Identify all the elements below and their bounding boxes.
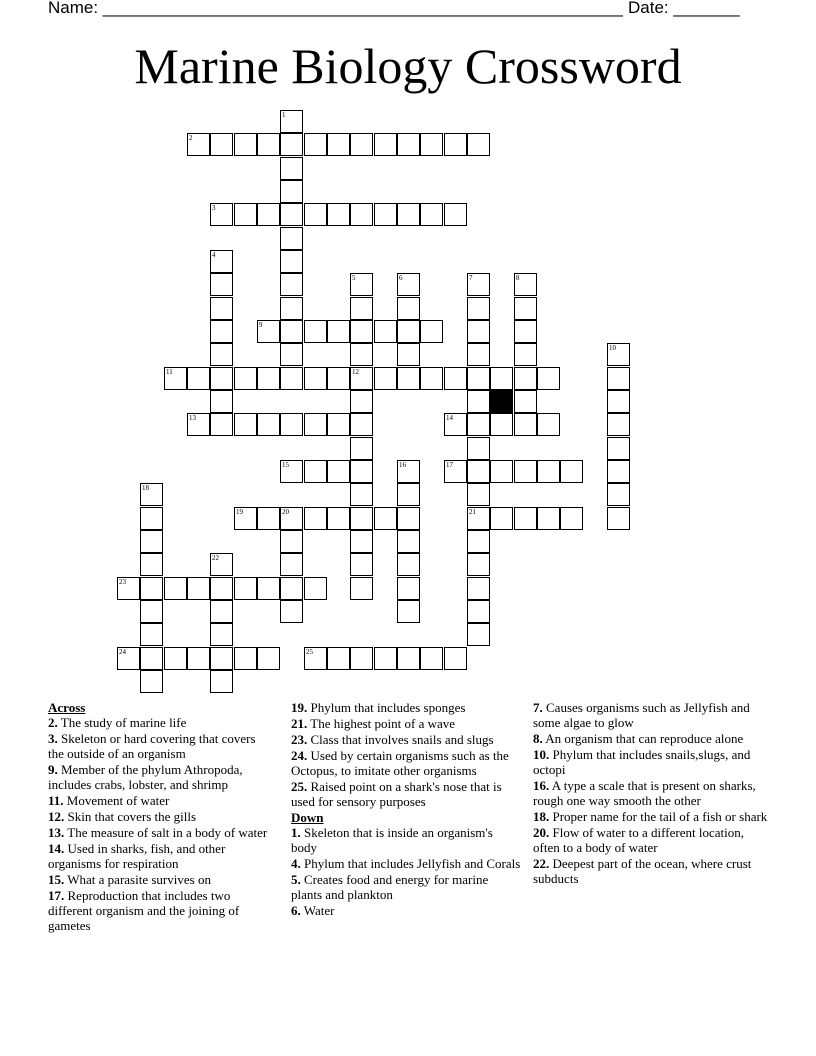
crossword-cell[interactable]: [280, 530, 303, 553]
crossword-cell[interactable]: [210, 623, 233, 646]
clue-item: [48, 841, 273, 871]
crossword-cell[interactable]: [444, 203, 467, 226]
crossword-cell[interactable]: [467, 390, 490, 413]
clue-item: [533, 825, 768, 855]
crossword-cell[interactable]: [210, 133, 233, 156]
crossword-cell[interactable]: [210, 390, 233, 413]
clue-item: [291, 716, 521, 731]
crossword-cell[interactable]: [257, 413, 280, 436]
crossword-cell[interactable]: [140, 507, 163, 530]
crossword-cell[interactable]: [374, 507, 397, 530]
crossword-cell[interactable]: [350, 507, 373, 530]
crossword-cell[interactable]: [210, 413, 233, 436]
crossword-cell[interactable]: [467, 413, 490, 436]
clue-number-label: 15.: [48, 872, 65, 887]
clue-number: 11: [166, 368, 173, 376]
clue-text: Skin that covers the gills: [64, 809, 197, 824]
crossword-cell[interactable]: [304, 413, 327, 436]
clue-text: Water: [300, 903, 335, 918]
crossword-cell[interactable]: [280, 227, 303, 250]
clue-text: What a parasite survives on: [64, 872, 211, 887]
clue-number: 20: [282, 508, 289, 516]
crossword-cell[interactable]: [467, 530, 490, 553]
crossword-cell[interactable]: [280, 507, 303, 530]
crossword-cell[interactable]: [537, 460, 560, 483]
crossword-cell[interactable]: [234, 133, 257, 156]
crossword-cell[interactable]: [210, 203, 233, 226]
clue-column-2: [291, 700, 521, 919]
crossword-cell[interactable]: [280, 297, 303, 320]
crossword-cell[interactable]: [280, 110, 303, 133]
crossword-cell[interactable]: [304, 460, 327, 483]
clue-column-3: [533, 700, 768, 887]
clue-number-label: 19.: [291, 700, 308, 715]
crossword-cell[interactable]: [560, 460, 583, 483]
crossword-cell[interactable]: [397, 507, 420, 530]
crossword-cell[interactable]: [467, 297, 490, 320]
crossword-cell[interactable]: [350, 273, 373, 296]
clue-number-label: 3.: [48, 731, 58, 746]
crossword-cell[interactable]: [467, 437, 490, 460]
clue-text: Skeleton that is inside an organism's body: [291, 825, 493, 855]
crossword-cell[interactable]: [210, 320, 233, 343]
clue-text: Used by certain organisms such as the Octopus, to imitate other organisms: [291, 748, 509, 778]
crossword-cell[interactable]: [210, 577, 233, 600]
crossword-cell[interactable]: [514, 390, 537, 413]
crossword-cell[interactable]: [280, 600, 303, 623]
crossword-cell[interactable]: [350, 367, 373, 390]
crossword-cell[interactable]: [210, 670, 233, 693]
crossword-cell[interactable]: [350, 647, 373, 670]
crossword-cell[interactable]: [327, 203, 350, 226]
crossword-cell[interactable]: [374, 203, 397, 226]
clue-number-label: 9.: [48, 762, 58, 777]
crossword-cell[interactable]: [164, 367, 187, 390]
crossword-cell[interactable]: [560, 507, 583, 530]
crossword-cell[interactable]: [514, 320, 537, 343]
crossword-cell[interactable]: [327, 460, 350, 483]
crossword-cell[interactable]: [117, 647, 140, 670]
crossword-cell[interactable]: [164, 647, 187, 670]
crossword-cell[interactable]: [397, 297, 420, 320]
crossword-cell[interactable]: [280, 250, 303, 273]
crossword-cell[interactable]: [444, 460, 467, 483]
crossword-cell[interactable]: [397, 553, 420, 576]
clue-number-label: 6.: [291, 903, 301, 918]
clue-number-label: 18.: [533, 809, 550, 824]
crossword-cell[interactable]: [607, 367, 630, 390]
clue-number-label: 4.: [291, 856, 301, 871]
clue-number: 14: [446, 414, 453, 422]
crossword-cell[interactable]: [444, 133, 467, 156]
crossword-cell[interactable]: [374, 367, 397, 390]
crossword-cell[interactable]: [397, 483, 420, 506]
crossword-cell[interactable]: [350, 577, 373, 600]
clue-number-label: 17.: [48, 888, 65, 903]
crossword-cell[interactable]: [210, 297, 233, 320]
clue-number-label: 2.: [48, 715, 58, 730]
crossword-cell[interactable]: [420, 647, 443, 670]
crossword-cell[interactable]: [234, 203, 257, 226]
clue-text: Causes organisms such as Jellyfish and some algae to glow: [533, 700, 750, 730]
clue-text: Member of the phylum Athropoda, includes crabs, lobster, and shrimp: [48, 762, 243, 792]
clue-number-label: 13.: [48, 825, 65, 840]
clue-number-label: 16.: [533, 778, 550, 793]
crossword-cell[interactable]: [304, 577, 327, 600]
crossword-cell[interactable]: [234, 367, 257, 390]
clue-number-label: 5.: [291, 872, 301, 887]
crossword-cell[interactable]: [607, 413, 630, 436]
crossword-cell[interactable]: [467, 483, 490, 506]
crossword-cell[interactable]: [444, 647, 467, 670]
clue-number-label: 21.: [291, 716, 308, 731]
across-heading: Across: [48, 700, 86, 715]
crossword-cell[interactable]: [397, 203, 420, 226]
clue-text: Raised point on a shark's nose that is used for sensory purposes: [291, 779, 502, 809]
crossword-cell[interactable]: [140, 530, 163, 553]
crossword-cell[interactable]: [257, 367, 280, 390]
crossword-cell[interactable]: [420, 367, 443, 390]
crossword-cell[interactable]: [304, 647, 327, 670]
crossword-cell[interactable]: [350, 437, 373, 460]
clue-item: [48, 825, 273, 840]
clue-number: 21: [469, 508, 476, 516]
clue-text: The highest point of a wave: [307, 716, 456, 731]
crossword-cell[interactable]: [490, 413, 513, 436]
crossword-cell[interactable]: [397, 273, 420, 296]
crossword-cell[interactable]: [280, 460, 303, 483]
clue-item: [48, 888, 273, 933]
crossword-cell[interactable]: [514, 367, 537, 390]
clue-text: Used in sharks, fish, and other organisms for respiration: [48, 841, 226, 871]
crossword-cell[interactable]: [234, 507, 257, 530]
clue-number: 16: [399, 461, 406, 469]
clue-number: 5: [352, 274, 356, 282]
crossword-cell[interactable]: [164, 577, 187, 600]
crossword-cell[interactable]: [210, 600, 233, 623]
clue-text: Phylum that includes Jellyfish and Corals: [300, 856, 521, 871]
clue-text: Phylum that includes snails,slugs, and octopi: [533, 747, 751, 777]
crossword-cell[interactable]: [467, 133, 490, 156]
crossword-cell[interactable]: [257, 507, 280, 530]
crossword-cell[interactable]: [304, 320, 327, 343]
clue-number-label: 12.: [48, 809, 65, 824]
clue-number: 10: [609, 344, 616, 352]
clue-number: 9: [259, 321, 263, 329]
crossword-cell[interactable]: [210, 367, 233, 390]
crossword-cell[interactable]: [210, 250, 233, 273]
clue-text: A type a scale that is present on sharks, rough one way smooth the other: [533, 778, 756, 808]
crossword-cell[interactable]: [280, 180, 303, 203]
clue-number: 7: [469, 274, 473, 282]
crossword-cell[interactable]: [420, 320, 443, 343]
black-cell: [490, 390, 513, 413]
crossword-cell[interactable]: [280, 343, 303, 366]
crossword-cell[interactable]: [350, 413, 373, 436]
clue-item: [533, 731, 768, 746]
clue-number: 19: [236, 508, 243, 516]
clue-number: 12: [352, 368, 359, 376]
clue-text: Movement of water: [63, 793, 170, 808]
clue-number: 15: [282, 461, 289, 469]
crossword-cell[interactable]: [490, 460, 513, 483]
crossword-cell[interactable]: [350, 483, 373, 506]
crossword-cell[interactable]: [187, 647, 210, 670]
clue-number: 8: [516, 274, 520, 282]
crossword-cell[interactable]: [397, 320, 420, 343]
clue-number: 22: [212, 554, 219, 562]
crossword-cell[interactable]: [210, 273, 233, 296]
crossword-cell[interactable]: [397, 133, 420, 156]
clue-item: [291, 872, 521, 902]
crossword-cell[interactable]: [234, 577, 257, 600]
clue-item: [291, 732, 521, 747]
crossword-cell[interactable]: [397, 530, 420, 553]
crossword-cell[interactable]: [140, 647, 163, 670]
clue-number-label: 10.: [533, 747, 550, 762]
crossword-cell[interactable]: [374, 133, 397, 156]
clue-text: Class that involves snails and slugs: [307, 732, 494, 747]
clue-number: 13: [189, 414, 196, 422]
crossword-cell[interactable]: [514, 460, 537, 483]
crossword-cell[interactable]: [234, 413, 257, 436]
crossword-cell[interactable]: [444, 413, 467, 436]
crossword-cell[interactable]: [140, 670, 163, 693]
clue-item: [48, 731, 273, 761]
crossword-cell[interactable]: [327, 507, 350, 530]
clue-number-label: 11.: [48, 793, 64, 808]
crossword-cell[interactable]: [514, 343, 537, 366]
clue-item: [48, 715, 273, 730]
crossword-cell[interactable]: [304, 133, 327, 156]
crossword-cell[interactable]: [187, 133, 210, 156]
crossword-cell[interactable]: [187, 413, 210, 436]
crossword-cell[interactable]: [280, 320, 303, 343]
clue-item: [533, 809, 768, 824]
clue-number-label: 8.: [533, 731, 543, 746]
crossword-cell[interactable]: [350, 320, 373, 343]
clue-number-label: 20.: [533, 825, 550, 840]
crossword-cell[interactable]: [210, 343, 233, 366]
crossword-cell[interactable]: [257, 320, 280, 343]
crossword-cell[interactable]: [514, 297, 537, 320]
crossword-cell[interactable]: [537, 367, 560, 390]
crossword-cell[interactable]: [467, 553, 490, 576]
clue-number-label: 7.: [533, 700, 543, 715]
crossword-cell[interactable]: [537, 413, 560, 436]
clue-column-1: [48, 700, 273, 934]
page-title: Marine Biology Crossword: [134, 38, 682, 94]
crossword-cell[interactable]: [467, 623, 490, 646]
crossword-cell[interactable]: [514, 273, 537, 296]
clue-item: [291, 779, 521, 809]
crossword-cell[interactable]: [397, 647, 420, 670]
clue-number: 6: [399, 274, 403, 282]
crossword-cell[interactable]: [327, 320, 350, 343]
crossword-cell[interactable]: [350, 343, 373, 366]
crossword-cell[interactable]: [444, 367, 467, 390]
clue-number: 1: [282, 111, 286, 119]
crossword-cell[interactable]: [467, 600, 490, 623]
crossword-cell[interactable]: [257, 647, 280, 670]
crossword-cell[interactable]: [607, 343, 630, 366]
clue-text: Flow of water to a different location, often to a body of water: [533, 825, 744, 855]
crossword-cell[interactable]: [257, 133, 280, 156]
crossword-cell[interactable]: [257, 577, 280, 600]
crossword-cell[interactable]: [607, 437, 630, 460]
clue-text: Skeleton or hard covering that covers the outside of an organism: [48, 731, 256, 761]
crossword-cell[interactable]: [467, 507, 490, 530]
crossword-cell[interactable]: [514, 507, 537, 530]
clue-number: 17: [446, 461, 453, 469]
crossword-cell[interactable]: [350, 530, 373, 553]
crossword-cell[interactable]: [140, 577, 163, 600]
crossword-cell[interactable]: [467, 343, 490, 366]
down-heading: Down: [291, 810, 324, 825]
date-line[interactable]: Date: _______: [628, 0, 740, 17]
crossword-cell[interactable]: [490, 367, 513, 390]
crossword-cell[interactable]: [467, 273, 490, 296]
clue-number: 23: [119, 578, 126, 586]
clue-number: 4: [212, 251, 216, 259]
crossword-cell[interactable]: [350, 390, 373, 413]
crossword-cell[interactable]: [327, 413, 350, 436]
crossword-cell[interactable]: [467, 367, 490, 390]
crossword-cell[interactable]: [304, 367, 327, 390]
crossword-cell[interactable]: [327, 367, 350, 390]
crossword-cell[interactable]: [257, 203, 280, 226]
crossword-cell[interactable]: [397, 600, 420, 623]
crossword-cell[interactable]: [397, 460, 420, 483]
clue-text: Proper name for the tail of a fish or shark: [549, 809, 768, 824]
crossword-cell[interactable]: [234, 647, 257, 670]
clue-item: [48, 793, 273, 808]
clue-text: Reproduction that includes two different organism and the joining of gametes: [48, 888, 240, 933]
crossword-cell[interactable]: [280, 553, 303, 576]
crossword-cell[interactable]: [420, 203, 443, 226]
crossword-cell[interactable]: [140, 483, 163, 506]
crossword-cell[interactable]: [280, 413, 303, 436]
crossword-cell[interactable]: [280, 203, 303, 226]
crossword-cell[interactable]: [607, 483, 630, 506]
crossword-cell[interactable]: [350, 460, 373, 483]
clue-number: 25: [306, 648, 313, 656]
clue-number-label: 25.: [291, 779, 308, 794]
clue-number-label: 23.: [291, 732, 308, 747]
crossword-cell[interactable]: [187, 367, 210, 390]
crossword-cell[interactable]: [280, 367, 303, 390]
crossword-cell[interactable]: [467, 460, 490, 483]
crossword-cell[interactable]: [140, 623, 163, 646]
clue-number-label: 24.: [291, 748, 308, 763]
crossword-cell[interactable]: [467, 577, 490, 600]
crossword-cell[interactable]: [607, 390, 630, 413]
crossword-cell[interactable]: [607, 460, 630, 483]
clue-item: [48, 762, 273, 792]
crossword-cell[interactable]: [327, 647, 350, 670]
crossword-cell[interactable]: [140, 553, 163, 576]
clue-text: Phylum that includes sponges: [307, 700, 466, 715]
crossword-cell[interactable]: [210, 647, 233, 670]
crossword-cell[interactable]: [537, 507, 560, 530]
crossword-cell[interactable]: [397, 343, 420, 366]
clue-number: 18: [142, 484, 149, 492]
crossword-cell[interactable]: [280, 133, 303, 156]
clue-item: [533, 700, 768, 730]
crossword-cell[interactable]: [304, 203, 327, 226]
crossword-cell[interactable]: [490, 507, 513, 530]
clue-item: [291, 748, 521, 778]
crossword-cell[interactable]: [607, 507, 630, 530]
crossword-cell[interactable]: [280, 157, 303, 180]
clue-item: [533, 747, 768, 777]
clue-item: [291, 700, 521, 715]
crossword-cell[interactable]: [350, 553, 373, 576]
crossword-cell[interactable]: [397, 367, 420, 390]
crossword-cell[interactable]: [374, 647, 397, 670]
crossword-cell[interactable]: [210, 553, 233, 576]
clue-text: An organism that can reproduce alone: [542, 731, 744, 746]
clue-item: [48, 809, 273, 824]
crossword-cell[interactable]: [350, 133, 373, 156]
clue-item: [291, 903, 521, 918]
clue-number: 2: [189, 134, 193, 142]
crossword-cell[interactable]: [514, 413, 537, 436]
crossword-cell[interactable]: [350, 297, 373, 320]
clue-text: Creates food and energy for marine plants and plankton: [291, 872, 489, 902]
clue-item: [291, 825, 521, 855]
crossword-cell[interactable]: [420, 133, 443, 156]
crossword-cell[interactable]: [397, 577, 420, 600]
clue-number-label: 14.: [48, 841, 65, 856]
clue-text: Deepest part of the ocean, where crust subducts: [533, 856, 752, 886]
crossword-cell[interactable]: [327, 133, 350, 156]
crossword-cell[interactable]: [350, 203, 373, 226]
clue-item: [533, 856, 768, 886]
crossword-cell[interactable]: [280, 577, 303, 600]
crossword-cell[interactable]: [304, 507, 327, 530]
clue-number-label: 22.: [533, 856, 550, 871]
clue-item: [291, 856, 521, 871]
clue-item: [48, 872, 273, 887]
clue-text: The measure of salt in a body of water: [64, 825, 268, 840]
clue-item: [533, 778, 768, 808]
crossword-cell[interactable]: [117, 577, 140, 600]
name-line[interactable]: Name: _______________________________________________________: [48, 0, 623, 17]
clue-number-label: 1.: [291, 825, 301, 840]
crossword-cell[interactable]: [187, 577, 210, 600]
crossword-cell[interactable]: [280, 273, 303, 296]
clue-text: The study of marine life: [57, 715, 187, 730]
clue-number: 24: [119, 648, 126, 656]
crossword-cell[interactable]: [374, 320, 397, 343]
clue-number: 3: [212, 204, 216, 212]
crossword-cell[interactable]: [467, 320, 490, 343]
crossword-cell[interactable]: [140, 600, 163, 623]
